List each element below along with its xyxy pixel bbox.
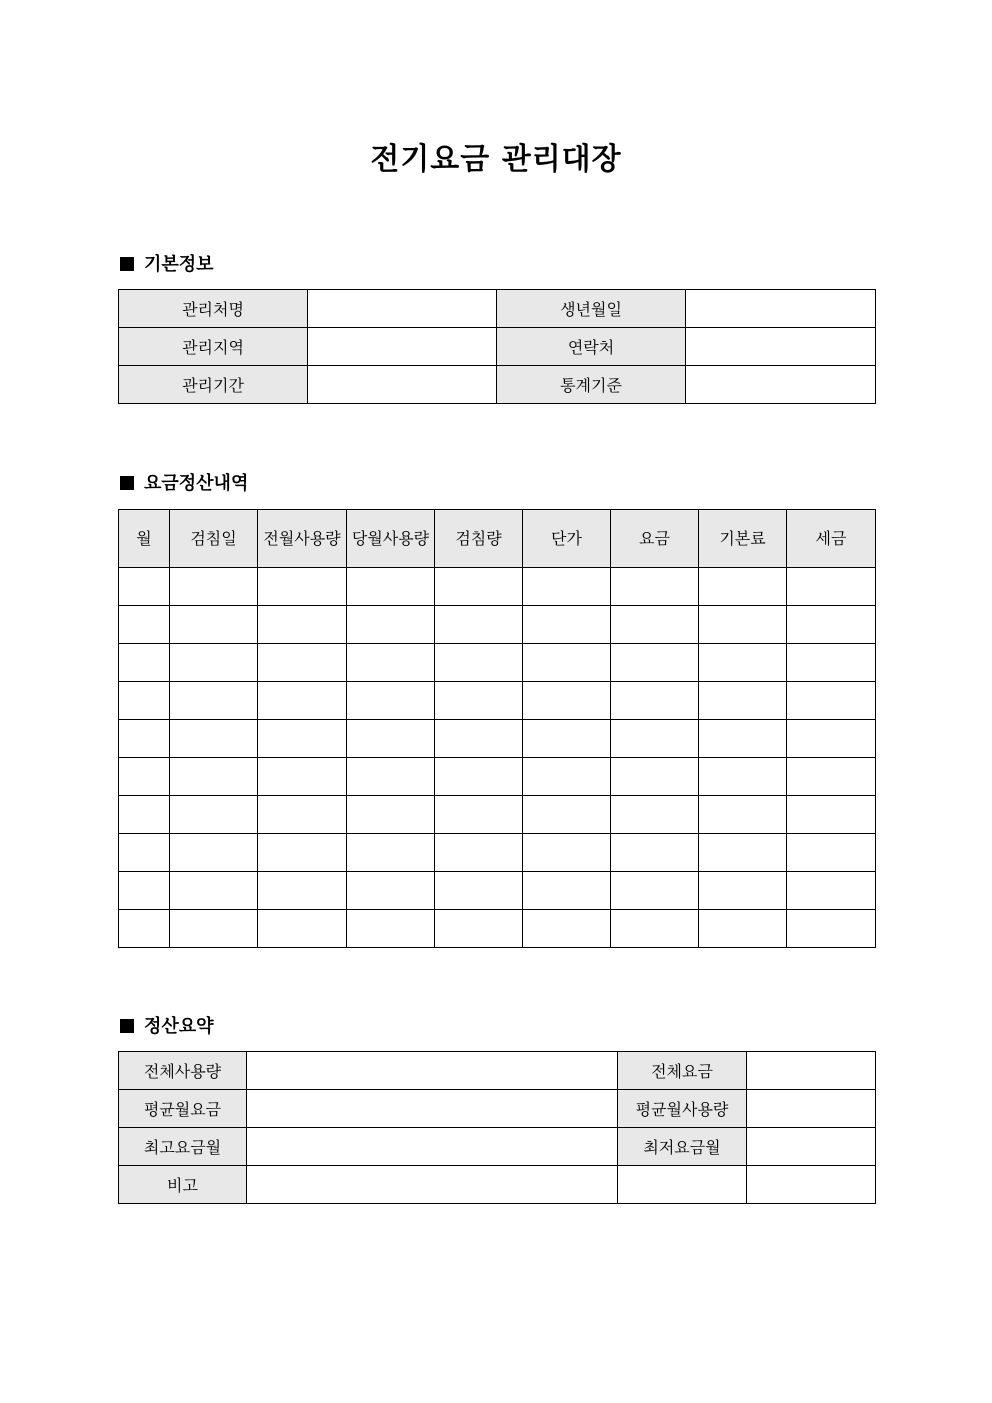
table-cell[interactable]	[170, 720, 258, 758]
table-row	[119, 720, 876, 758]
total-fee-label: 전체요금	[618, 1052, 747, 1090]
contact-field[interactable]	[686, 328, 876, 366]
max-fee-month-field[interactable]	[247, 1128, 618, 1166]
remarks-extra-field[interactable]	[747, 1166, 876, 1204]
table-cell[interactable]	[611, 682, 699, 720]
table-cell[interactable]	[170, 834, 258, 872]
table-cell[interactable]	[170, 758, 258, 796]
table-row	[119, 568, 876, 606]
table-cell[interactable]	[347, 606, 435, 644]
table-row	[119, 872, 876, 910]
avg-monthly-fee-label: 평균월요금	[119, 1090, 247, 1128]
birthdate-field[interactable]	[686, 290, 876, 328]
table-cell[interactable]	[787, 758, 876, 796]
manager-name-label: 관리처명	[119, 290, 308, 328]
table-cell[interactable]	[523, 568, 611, 606]
table-cell[interactable]	[611, 910, 699, 948]
table-cell[interactable]	[787, 910, 876, 948]
table-row	[119, 328, 876, 366]
table-cell[interactable]	[119, 910, 170, 948]
table-cell[interactable]	[170, 606, 258, 644]
contact-label: 연락처	[497, 328, 686, 366]
square-bullet-icon	[120, 257, 134, 271]
table-cell[interactable]	[119, 682, 170, 720]
summary-table	[118, 1051, 876, 1204]
total-usage-field[interactable]	[247, 1052, 618, 1090]
stat-basis-field[interactable]	[686, 366, 876, 404]
table-cell[interactable]	[347, 682, 435, 720]
table-cell[interactable]	[119, 796, 170, 834]
avg-monthly-usage-label: 평균월사용량	[618, 1090, 747, 1128]
table-cell[interactable]	[435, 644, 523, 682]
table-cell[interactable]	[435, 834, 523, 872]
column-header: 검침량	[435, 510, 523, 568]
table-cell[interactable]	[611, 834, 699, 872]
table-cell[interactable]	[435, 606, 523, 644]
table-cell[interactable]	[435, 872, 523, 910]
table-cell[interactable]	[119, 834, 170, 872]
table-cell[interactable]	[699, 682, 787, 720]
table-cell[interactable]	[611, 872, 699, 910]
table-cell[interactable]	[170, 910, 258, 948]
table-row	[119, 1090, 876, 1128]
column-header: 월	[119, 510, 170, 568]
square-bullet-icon	[120, 476, 134, 490]
table-cell[interactable]	[258, 758, 347, 796]
total-fee-field[interactable]	[747, 1052, 876, 1090]
avg-monthly-usage-field[interactable]	[747, 1090, 876, 1128]
column-header: 단가	[523, 510, 611, 568]
table-cell[interactable]	[258, 644, 347, 682]
total-usage-label: 전체사용량	[119, 1052, 247, 1090]
table-cell[interactable]	[170, 872, 258, 910]
page-title: 전기요금 관리대장	[370, 142, 622, 177]
avg-monthly-fee-field[interactable]	[247, 1090, 618, 1128]
table-cell[interactable]	[435, 910, 523, 948]
table-cell[interactable]	[523, 682, 611, 720]
table-cell[interactable]	[787, 720, 876, 758]
table-cell[interactable]	[787, 568, 876, 606]
table-row	[119, 834, 876, 872]
table-cell[interactable]	[258, 796, 347, 834]
table-cell[interactable]	[787, 872, 876, 910]
table-cell[interactable]	[611, 606, 699, 644]
table-row	[119, 366, 876, 404]
fee-history-heading-label: 요금정산내역	[144, 473, 249, 494]
table-cell[interactable]	[699, 796, 787, 834]
table-cell[interactable]	[258, 910, 347, 948]
table-header-row	[119, 510, 876, 568]
table-cell[interactable]	[611, 644, 699, 682]
region-label: 관리지역	[119, 328, 308, 366]
table-cell[interactable]	[347, 644, 435, 682]
table-row	[119, 682, 876, 720]
table-row	[119, 1052, 876, 1090]
table-row	[119, 758, 876, 796]
summary-heading	[120, 1015, 214, 1039]
column-header: 당월사용량	[347, 510, 435, 568]
table-row	[119, 910, 876, 948]
table-cell[interactable]	[435, 720, 523, 758]
table-cell[interactable]	[435, 796, 523, 834]
table-cell[interactable]	[119, 872, 170, 910]
table-cell[interactable]	[435, 682, 523, 720]
table-cell[interactable]	[347, 910, 435, 948]
basic-info-table	[118, 289, 876, 404]
table-cell[interactable]	[523, 644, 611, 682]
table-row	[119, 290, 876, 328]
table-cell[interactable]	[523, 758, 611, 796]
table-cell[interactable]	[170, 644, 258, 682]
table-cell[interactable]	[170, 796, 258, 834]
remarks-label: 비고	[119, 1166, 247, 1204]
table-cell[interactable]	[258, 606, 347, 644]
table-cell[interactable]	[347, 720, 435, 758]
column-header: 요금	[611, 510, 699, 568]
fee-history-heading	[120, 472, 248, 496]
table-cell[interactable]	[611, 758, 699, 796]
table-cell[interactable]	[347, 872, 435, 910]
table-cell[interactable]	[170, 568, 258, 606]
table-cell[interactable]	[787, 644, 876, 682]
table-cell[interactable]	[258, 872, 347, 910]
table-cell[interactable]	[699, 644, 787, 682]
table-cell[interactable]	[787, 606, 876, 644]
birthdate-label: 생년월일	[497, 290, 686, 328]
table-cell[interactable]	[611, 568, 699, 606]
table-cell[interactable]	[523, 910, 611, 948]
table-cell[interactable]	[347, 568, 435, 606]
table-cell[interactable]	[119, 720, 170, 758]
table-cell[interactable]	[347, 834, 435, 872]
table-cell[interactable]	[699, 568, 787, 606]
column-header: 기본료	[699, 510, 787, 568]
remarks-field[interactable]	[247, 1166, 618, 1204]
table-cell[interactable]	[258, 568, 347, 606]
table-row	[119, 796, 876, 834]
min-fee-month-label: 최저요금월	[618, 1128, 747, 1166]
table-cell[interactable]	[347, 796, 435, 834]
basic-info-heading-label: 기본정보	[144, 254, 214, 275]
manager-name-field[interactable]	[308, 290, 497, 328]
column-header: 세금	[787, 510, 876, 568]
table-cell[interactable]	[699, 720, 787, 758]
fee-history-table	[118, 509, 876, 948]
basic-info-heading	[120, 253, 214, 277]
table-cell[interactable]	[435, 568, 523, 606]
table-cell[interactable]	[787, 796, 876, 834]
table-cell[interactable]	[523, 796, 611, 834]
table-cell[interactable]	[699, 606, 787, 644]
period-field[interactable]	[308, 366, 497, 404]
table-cell[interactable]	[699, 758, 787, 796]
table-row	[119, 1128, 876, 1166]
table-row	[119, 644, 876, 682]
table-cell[interactable]	[523, 872, 611, 910]
table-cell[interactable]	[523, 834, 611, 872]
table-cell[interactable]	[170, 682, 258, 720]
table-cell[interactable]	[435, 758, 523, 796]
max-fee-month-label: 최고요금월	[119, 1128, 247, 1166]
region-field[interactable]	[308, 328, 497, 366]
column-header: 검침일	[170, 510, 258, 568]
table-row	[119, 606, 876, 644]
table-cell[interactable]	[119, 606, 170, 644]
table-cell[interactable]	[258, 682, 347, 720]
table-cell[interactable]	[119, 568, 170, 606]
table-cell[interactable]	[119, 758, 170, 796]
table-row	[119, 1166, 876, 1204]
square-bullet-icon	[120, 1019, 134, 1033]
table-cell[interactable]	[699, 834, 787, 872]
table-cell[interactable]	[258, 720, 347, 758]
table-cell[interactable]	[787, 834, 876, 872]
min-fee-month-field[interactable]	[747, 1128, 876, 1166]
table-cell[interactable]	[787, 682, 876, 720]
table-cell[interactable]	[523, 720, 611, 758]
column-header: 전월사용량	[258, 510, 347, 568]
table-cell[interactable]	[611, 720, 699, 758]
summary-heading-label: 정산요약	[144, 1016, 214, 1037]
table-cell[interactable]	[258, 834, 347, 872]
table-cell[interactable]	[611, 796, 699, 834]
remarks-extra-cell[interactable]	[618, 1166, 747, 1204]
table-cell[interactable]	[699, 872, 787, 910]
table-cell[interactable]	[523, 606, 611, 644]
table-cell[interactable]	[699, 910, 787, 948]
table-cell[interactable]	[119, 644, 170, 682]
table-cell[interactable]	[347, 758, 435, 796]
stat-basis-label: 통계기준	[497, 366, 686, 404]
period-label: 관리기간	[119, 366, 308, 404]
